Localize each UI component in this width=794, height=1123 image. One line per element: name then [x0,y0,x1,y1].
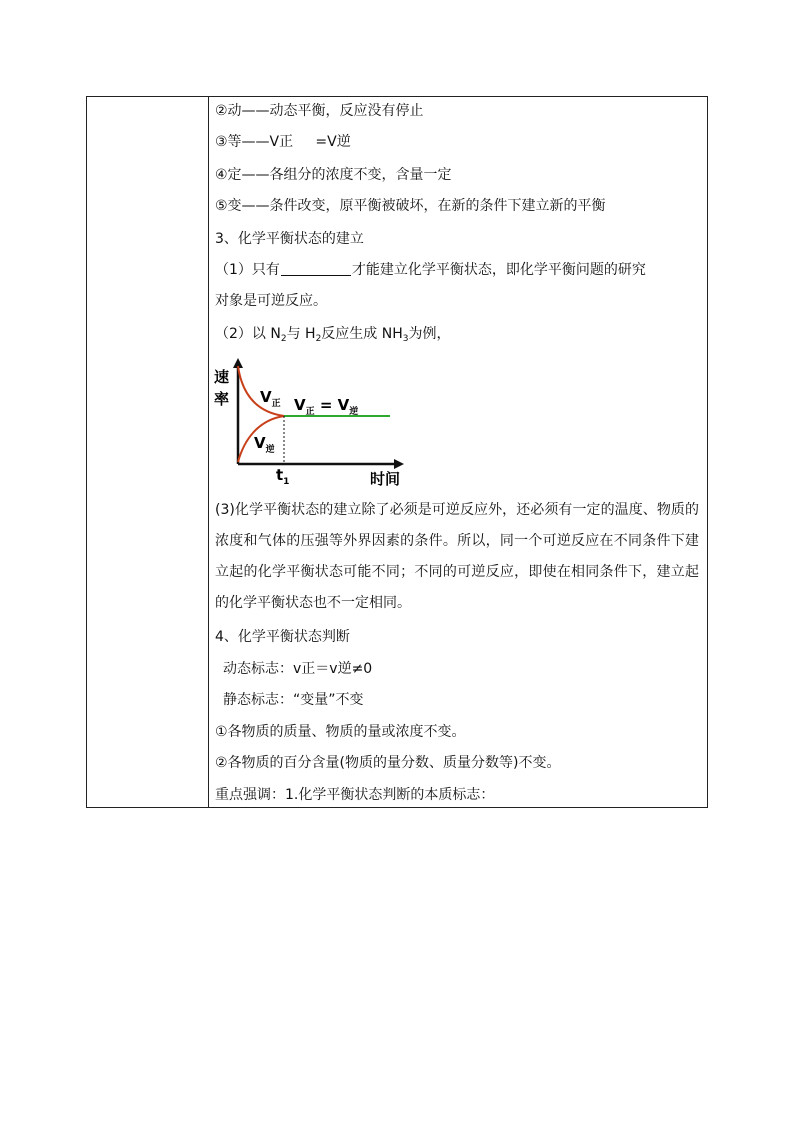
v-reverse-label: $V_逆$ [254,434,275,455]
text-line-dynamic-mark: 动态标志：v正＝v逆≠0 [223,661,373,677]
text-line-change: ⑤变——条件改变，原平衡被破坏，在新的条件下建立新的平衡 [215,198,606,214]
equilibrium-label: $V_正 = V_逆$ [294,396,359,417]
text-line-equal: ③等——V正 =V逆 [215,134,351,150]
column-divider [208,97,209,807]
x-label: 时间 [370,470,401,488]
section-heading-judgement: 4、化学平衡状态判断 [215,629,350,645]
text-line-static-mark: 静态标志：“变量”不变 [223,692,364,708]
text-line-emphasis: 重点强调：1.化学平衡状态判断的本质标志： [215,787,495,803]
v-forward-label: $V_正$ [260,388,281,409]
text-line-reversible: 对象是可逆反应。 [215,293,327,309]
rate-time-graph [212,356,412,490]
text-line-fill-blank: （1）只有 才能建立化学平衡状态，即化学平衡问题的研究 [215,262,646,278]
text-line-fixed: ④定——各组分的浓度不变，含量一定 [215,167,452,183]
text-line-percentage: ②各物质的百分含量(物质的量分数、质量分数等)不变。 [215,755,561,771]
y-label-top: 速 [214,368,230,386]
y-label-bottom: 率 [214,390,230,408]
text-line-example: （2）以 $N_2$与 $H_2$反应生成 $NH_3$为例， [215,326,451,344]
section-heading-establishment: 3、化学平衡状态的建立 [215,231,364,247]
fill-blank [281,261,351,276]
paragraph-conditions: (3)化学平衡状态的建立除了必须是可逆反应外，还必须有一定的温度、物质的浓度和气体的压强等外界因素的条件。所以，同一个可逆反应在不同条件下建立起的化学平衡状态可能不同；不同的可逆反应，即使在相同条件下，建立起的化学平衡状态也不一定相同。 [215,502,699,611]
text-line-dynamic: ②动——动态平衡，反应没有停止 [215,103,424,119]
t1-label: $t_1$ [276,466,290,487]
text-line-mass: ①各物质的质量、物质的量或浓度不变。 [215,724,466,740]
x-axis-arrow-icon [394,459,404,469]
